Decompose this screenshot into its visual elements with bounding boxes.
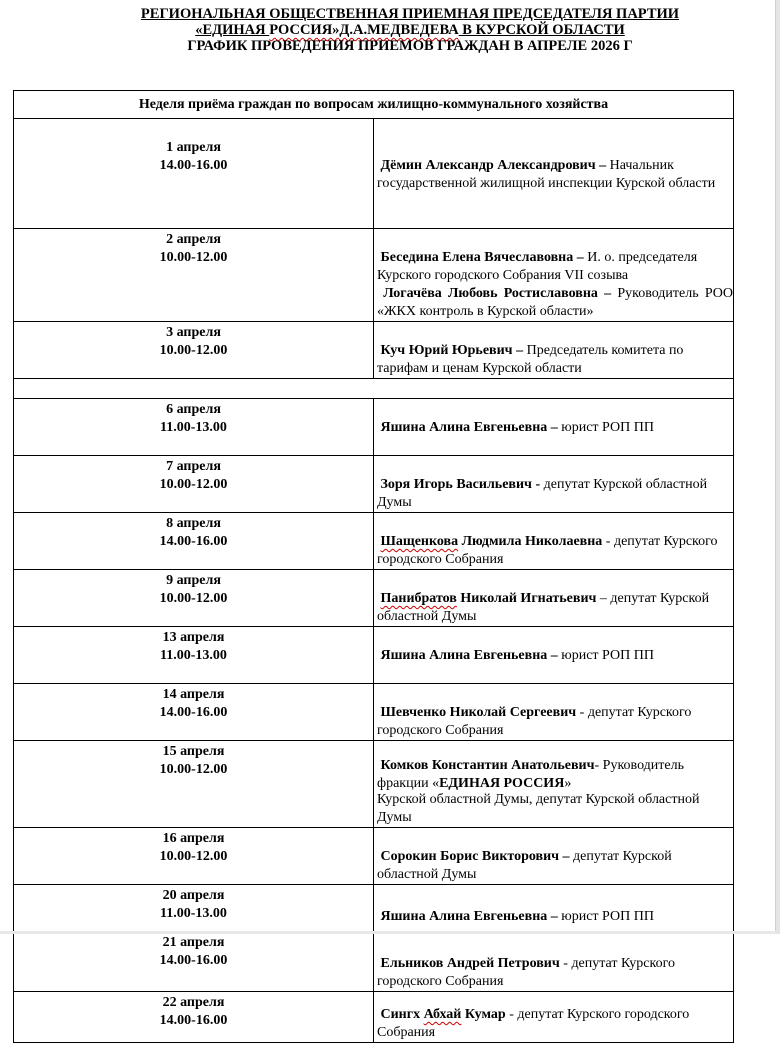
person-name: Куч Юрий Юрьевич [380, 343, 513, 358]
date-cell: 7 апреля 10.00-12.00 [14, 456, 374, 513]
date-cell: 15 апреля 10.00-12.00 [14, 741, 374, 828]
person-name: Шащенкова [380, 534, 459, 549]
person-name: Яшина Алина Евгеньевна [380, 909, 548, 924]
person-name: Беседина Елена Вячеславовна [380, 250, 574, 265]
table-row [14, 456, 734, 513]
person-role: депутат Курского городского Собрания [377, 534, 718, 567]
table-row [14, 119, 734, 229]
table-row [14, 399, 734, 456]
person-cell: Панибратов Николай Игнатьевич – депутат Курской областной Думы [374, 570, 734, 627]
date-cell: 8 апреля 14.00-16.00 [14, 513, 374, 570]
header-line-1: РЕГИОНАЛЬНАЯ ОБЩЕСТВЕННАЯ ПРИЕМНАЯ ПРЕДСЕДАТЕЛЯ ПАРТИИ [140, 6, 680, 22]
date-cell: 6 апреля 11.00-13.00 [14, 399, 374, 456]
date-cell: 2 апреля 10.00-12.00 [14, 229, 374, 322]
schedule-table [13, 90, 734, 1043]
table-row [14, 885, 734, 932]
date-cell: 21 апреля 14.00-16.00 [14, 932, 374, 992]
date-cell: 13 апреля 11.00-13.00 [14, 627, 374, 684]
person-role: депутат Курской областной Думы [377, 849, 672, 882]
person-role: И. о. председателя Курского городского Собрания VII созыва [377, 250, 698, 283]
person-cell: Дёмин Александр Александрович – Начальник государственной жилищной инспекции Курской области [374, 119, 734, 229]
person-cell: Сорокин Борис Викторович – депутат Курской областной Думы [374, 828, 734, 885]
person-role: депутат Курского городского Собрания [377, 956, 676, 989]
date-cell: 1 апреля 14.00-16.00 [14, 119, 374, 229]
empty-separator-row [14, 379, 734, 399]
person-cell: Зоря Игорь Васильевич - депутат Курской областной Думы [374, 456, 734, 513]
person-cell: Комков Константин Анатольевич- Руководитель фракции «ЕДИНАЯ РОССИЯ» Курской областной Думы, депутат Курской областной Думы [374, 741, 734, 828]
person-cell: Яшина Алина Евгеньевна – юрист РОП ПП [374, 885, 734, 932]
person-name: Сорокин Борис Викторович [380, 849, 560, 864]
person-name: Шевченко Николай Сергеевич [380, 705, 577, 720]
person-cell: Яшина Алина Евгеньевна – юрист РОП ПП [374, 399, 734, 456]
table-row [14, 322, 734, 379]
document-header [80, 6, 740, 54]
vertical-scrollbar[interactable] [775, 0, 780, 934]
table-row [14, 741, 734, 828]
person-name: Дёмин Александр Александрович [380, 158, 596, 173]
person-cell: Шевченко Николай Сергеевич - депутат Курского городского Собрания [374, 684, 734, 741]
person-cell: Ельников Андрей Петрович - депутат Курского городского Собрания [374, 932, 734, 992]
date-cell: 22 апреля 14.00-16.00 [14, 992, 374, 1043]
person-cell: Беседина Елена Вячеславовна – И. о. председателя Курского городского Собрания VII созыва Логачёва Любовь Ростиславовна – Руководитель РОО «ЖКХ контроль в Курской области» [374, 229, 734, 322]
week-title-row [14, 91, 734, 119]
date-cell: 14 апреля 14.00-16.00 [14, 684, 374, 741]
table-row [14, 570, 734, 627]
week-title: Неделя приёма граждан по вопросам жилищно-коммунального хозяйства [14, 91, 734, 119]
date-cell: 3 апреля 10.00-12.00 [14, 322, 374, 379]
person-name: Панибратов [380, 591, 457, 606]
person-name: Логачёва Любовь Ростиславовна [383, 286, 598, 301]
person-role: депутат Курской областной Думы [377, 477, 708, 510]
person-role: юрист РОП ПП [561, 420, 654, 435]
person-name: Яшина Алина Евгеньевна [380, 420, 548, 435]
date-cell: 16 апреля 10.00-12.00 [14, 828, 374, 885]
date-cell: 20 апреля 11.00-13.00 [14, 885, 374, 932]
person-role: юрист РОП ПП [561, 909, 654, 924]
person-role: Руководитель РОО «ЖКХ контроль в Курской области» [377, 286, 733, 319]
table-row [14, 229, 734, 322]
person-role: Начальник государственной жилищной инспекции Курской области [377, 158, 716, 191]
person-name: Зоря Игорь Васильевич [380, 477, 532, 492]
person-cell: Сингх Абхай Кумар - депутат Курского городского Собрания [374, 992, 734, 1043]
person-role: юрист РОП ПП [561, 648, 654, 663]
date-cell: 9 апреля 10.00-12.00 [14, 570, 374, 627]
table-row [14, 828, 734, 885]
person-name: Яшина Алина Евгеньевна [380, 648, 548, 663]
table-row [14, 992, 734, 1043]
person-cell: Куч Юрий Юрьевич – Председатель комитета по тарифам и ценам Курской области [374, 322, 734, 379]
person-cell: Яшина Алина Евгеньевна – юрист РОП ПП [374, 627, 734, 684]
person-name: Комков Константин Анатольевич [380, 758, 595, 773]
person-role: депутат Курского городского Собрания [377, 705, 692, 738]
table-row [14, 513, 734, 570]
header-line-3: ГРАФИК ПРОВЕДЕНИЯ ПРИЕМОВ ГРАЖДАН В АПРЕЛЕ 2026 Г [187, 38, 633, 54]
table-row [14, 684, 734, 741]
person-role: Председатель комитета по тарифам и ценам Курской области [377, 343, 684, 376]
table-row [14, 627, 734, 684]
person-name: Ельников Андрей Петрович [380, 956, 560, 971]
person-role: депутат Курской областной Думы [377, 591, 710, 624]
person-role: депутат Курского городского Собрания [377, 1007, 690, 1040]
table-row [14, 932, 734, 992]
person-role: Руководитель фракции « [377, 758, 684, 791]
header-line-2: «ЕДИНАЯ РОССИЯ»Д.А.МЕДВЕДЕВА В КУРСКОЙ ОБЛАСТИ [195, 22, 625, 38]
person-cell: Шащенкова Людмила Николаевна - депутат Курского городского Собрания [374, 513, 734, 570]
person-name: Сингх [380, 1007, 424, 1022]
